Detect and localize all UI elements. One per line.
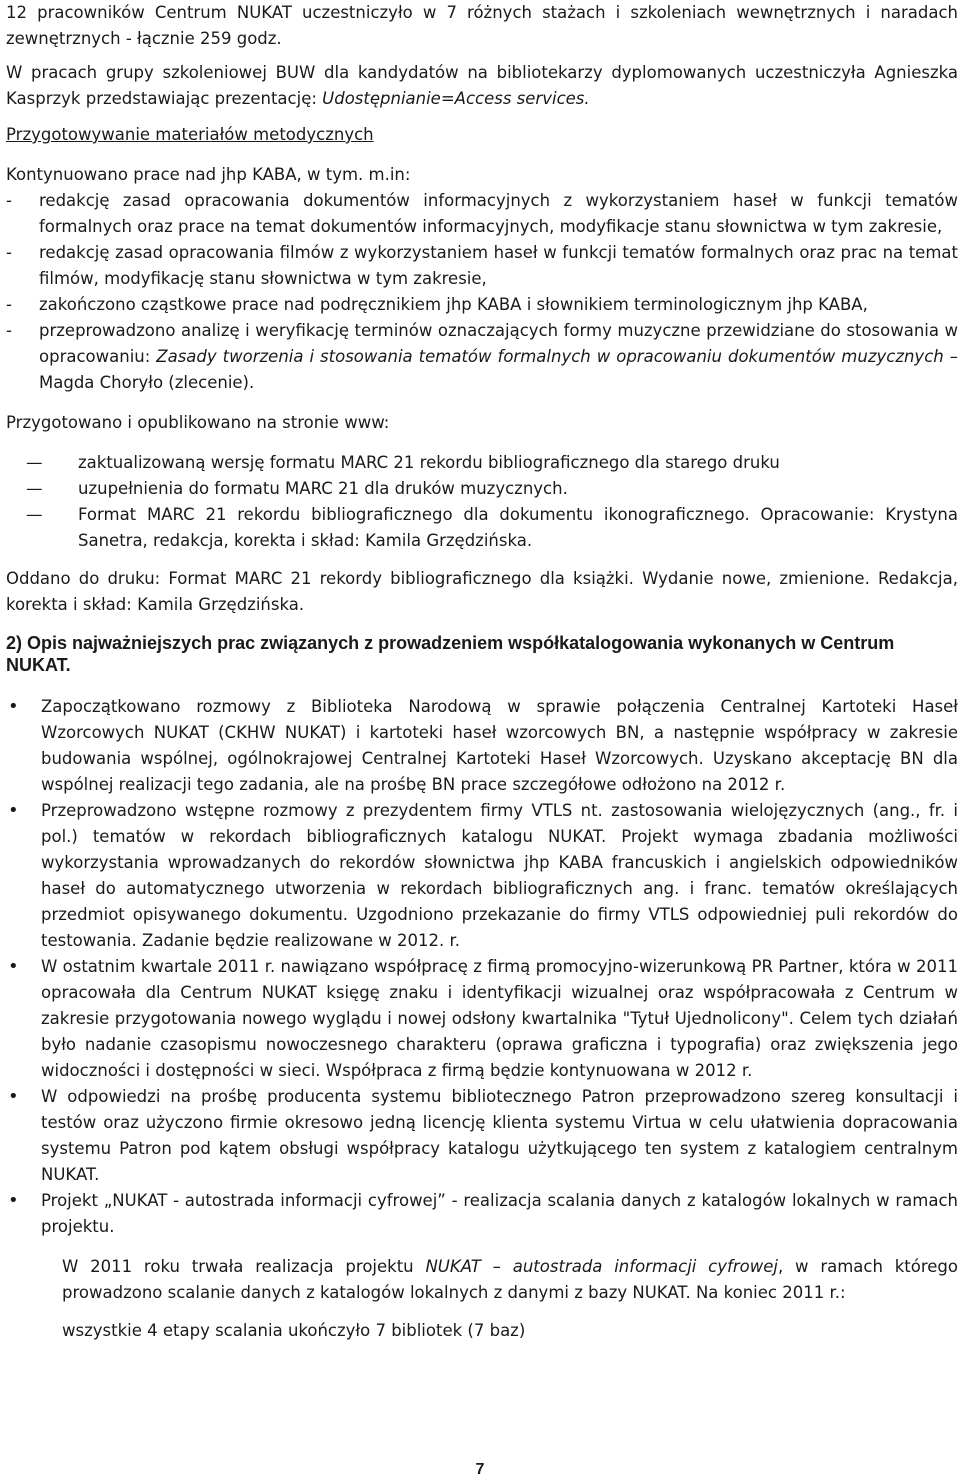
kaba-task-list xyxy=(6,188,958,396)
paragraph-buw-group xyxy=(6,60,958,112)
bullet-icon: • xyxy=(8,696,19,717)
cooperation-list xyxy=(6,694,958,1240)
presentation-title: Udostępnianie=Access services. xyxy=(322,89,590,108)
bullet-icon: • xyxy=(8,956,19,977)
paragraph-training: 12 pracowników Centrum NUKAT uczestniczyło w 7 różnych stażach i szkoleniach wewnętrznych i naradach zewnętrznych - łącznie 259 godz. xyxy=(6,3,958,48)
page-number: 7 xyxy=(475,1461,485,1478)
paragraph-printed: Oddano do druku: Format MARC 21 rekordy bibliograficznego dla książki. Wydanie nowe, zmienione. Redakcja, korekta i skład: Kamila Grzędzińska. xyxy=(6,569,958,614)
list-item: - zakończono cząstkowe prace nad podręcznikiem jhp KABA i słownikiem terminologicznym jhp KABA, xyxy=(6,295,868,314)
section-heading: 2) Opis najważniejszych prac związanych z prowadzeniem współkatalogowania wykonanych w Centrum NUKAT. xyxy=(6,633,895,675)
list-item: - przeprowadzono analizę i weryfikację terminów oznaczających formy muzyczne przewidziane do stosowania w opracowaniu: Zasady tworzenia i stosowania tematów formalnych w opracowaniu dokumentów muzycznych – Magda Choryło (zlecenie). xyxy=(6,321,958,392)
list-item: • Przeprowadzono wstępne rozmowy z prezydentem firmy VTLS nt. zastosowania wielojęzycznych (ang., fr. i pol.) tematów w rekordach bibliograficznych katalogu NUKAT. Projekt wymaga zbadania możliwości wykorzystania wprowadzanych do rekordów słownictwa jhp KABA francuskich i angielskich odpowiedników haseł do automatycznego utworzenia w rekordach bibliograficznych ang. i franc. tematów określających przedmiot opisywanego dokumentu. Uzgodniono przekazanie do firmy VTLS odpowiedniej puli rekordów do testowania. Zadanie będzie realizowane w 2012. r. xyxy=(8,800,958,950)
paragraph-merge-status: wszystkie 4 etapy scalania ukończyło 7 bibliotek (7 baz) xyxy=(62,1321,526,1340)
project-title: NUKAT – autostrada informacji cyfrowej xyxy=(425,1257,778,1276)
list-item: • Zapoczątkowano rozmowy z Biblioteka Narodową w sprawie połączenia Centralnej Kartoteki Haseł Wzorcowych NUKAT (CKHW NUKAT) i kartoteki haseł wzorcowych BN, a następnie współpracy w zakresie budowania wspólnej, ogólnokrajowej Centralnej Kartoteki Haseł Wzorcowych. Uzyskano akceptację BN dla wspólnej realizacji tego zadania, ale na prośbę BN prace szczegółowe odłożono na 2012 r. xyxy=(8,696,958,794)
bullet-icon: • xyxy=(8,1190,19,1211)
list-item: • W ostatnim kwartale 2011 r. nawiązano współpracę z firmą promocyjno-wizerunkową PR Partner, która w 2011 opracowała dla Centrum NUKAT księgę znaku i identyfikacji wizualnej oraz współpracowała z Centrum w zakresie przygotowania nowego wyglądu i nowej odsłony kwartalnika "Tytuł Ujednolicony". Celem tych działań było nadanie czasopismu nowoczesnego charakteru (oprawa graficzna i typografia) oraz zwiększenia jego widoczności i dostępności w sieci. Współpraca z firmą będzie kontynuowana w 2012 r. xyxy=(8,956,958,1080)
list-item: • W odpowiedzi na prośbę producenta systemu bibliotecznego Patron przeprowadzono szereg konsultacji i testów oraz użyczono firmie okresowo jedną licencję klienta systemu Virtua w celu ułatwienia dopracowania systemu Patron pod kątem obsługi współpracy katalogu użytkującego ten system z katalogiem centralnym NUKAT. xyxy=(8,1086,958,1184)
list-item: — zaktualizowaną wersję formatu MARC 21 rekordu bibliograficznego dla starego druku xyxy=(26,453,780,472)
paragraph-project: W 2011 roku trwała realizacja projektu NUKAT – autostrada informacji cyfrowej, w ramach którego prowadzono scalanie danych z katalogów lokalnych z danymi z bazy NUKAT. Na koniec 2011 r.: xyxy=(62,1257,958,1302)
paragraph-kaba: Kontynuowano prace nad jhp KABA, w tym. m.in: xyxy=(6,165,411,184)
paragraph-published: Przygotowano i opublikowano na stronie www: xyxy=(6,413,390,432)
list-item: — Format MARC 21 rekordu bibliograficznego dla dokumentu ikonograficznego. Opracowanie: Krystyna Sanetra, redakcja, korekta i skład: Kamila Grzędzińska. xyxy=(26,505,958,550)
list-item: - redakcję zasad opracowania dokumentów informacyjnych z wykorzystaniem haseł w funkcji tematów formalnych oraz prace na temat dokumentów informacyjnych, modyfikacje stanu słownictwa w tym zakresie, xyxy=(6,191,958,236)
list-item: — uzupełnienia do formatu MARC 21 dla druków muzycznych. xyxy=(26,479,568,498)
list-item: - redakcję zasad opracowania filmów z wykorzystaniem haseł w funkcji tematów formalnych oraz prac na temat filmów, modyfikację stanu słownictwa w tym zakresie, xyxy=(6,243,958,288)
paragraph-buw-text: W pracach grupy szkoleniowej BUW dla kandydatów na bibliotekarzy dyplomowanych uczestniczyła Agnieszka Kasprzyk przedstawiając prezentację: xyxy=(6,63,958,108)
bullet-icon: • xyxy=(8,1086,19,1107)
published-list xyxy=(6,450,958,554)
document-page xyxy=(6,0,958,1344)
bullet-icon: • xyxy=(8,800,19,821)
list-item: • Projekt „NUKAT - autostrada informacji cyfrowej” - realizacja scalania danych z katalogów lokalnych w ramach projektu. xyxy=(8,1190,958,1236)
section-link-methodology[interactable]: Przygotowywanie materiałów metodycznych xyxy=(6,125,374,144)
